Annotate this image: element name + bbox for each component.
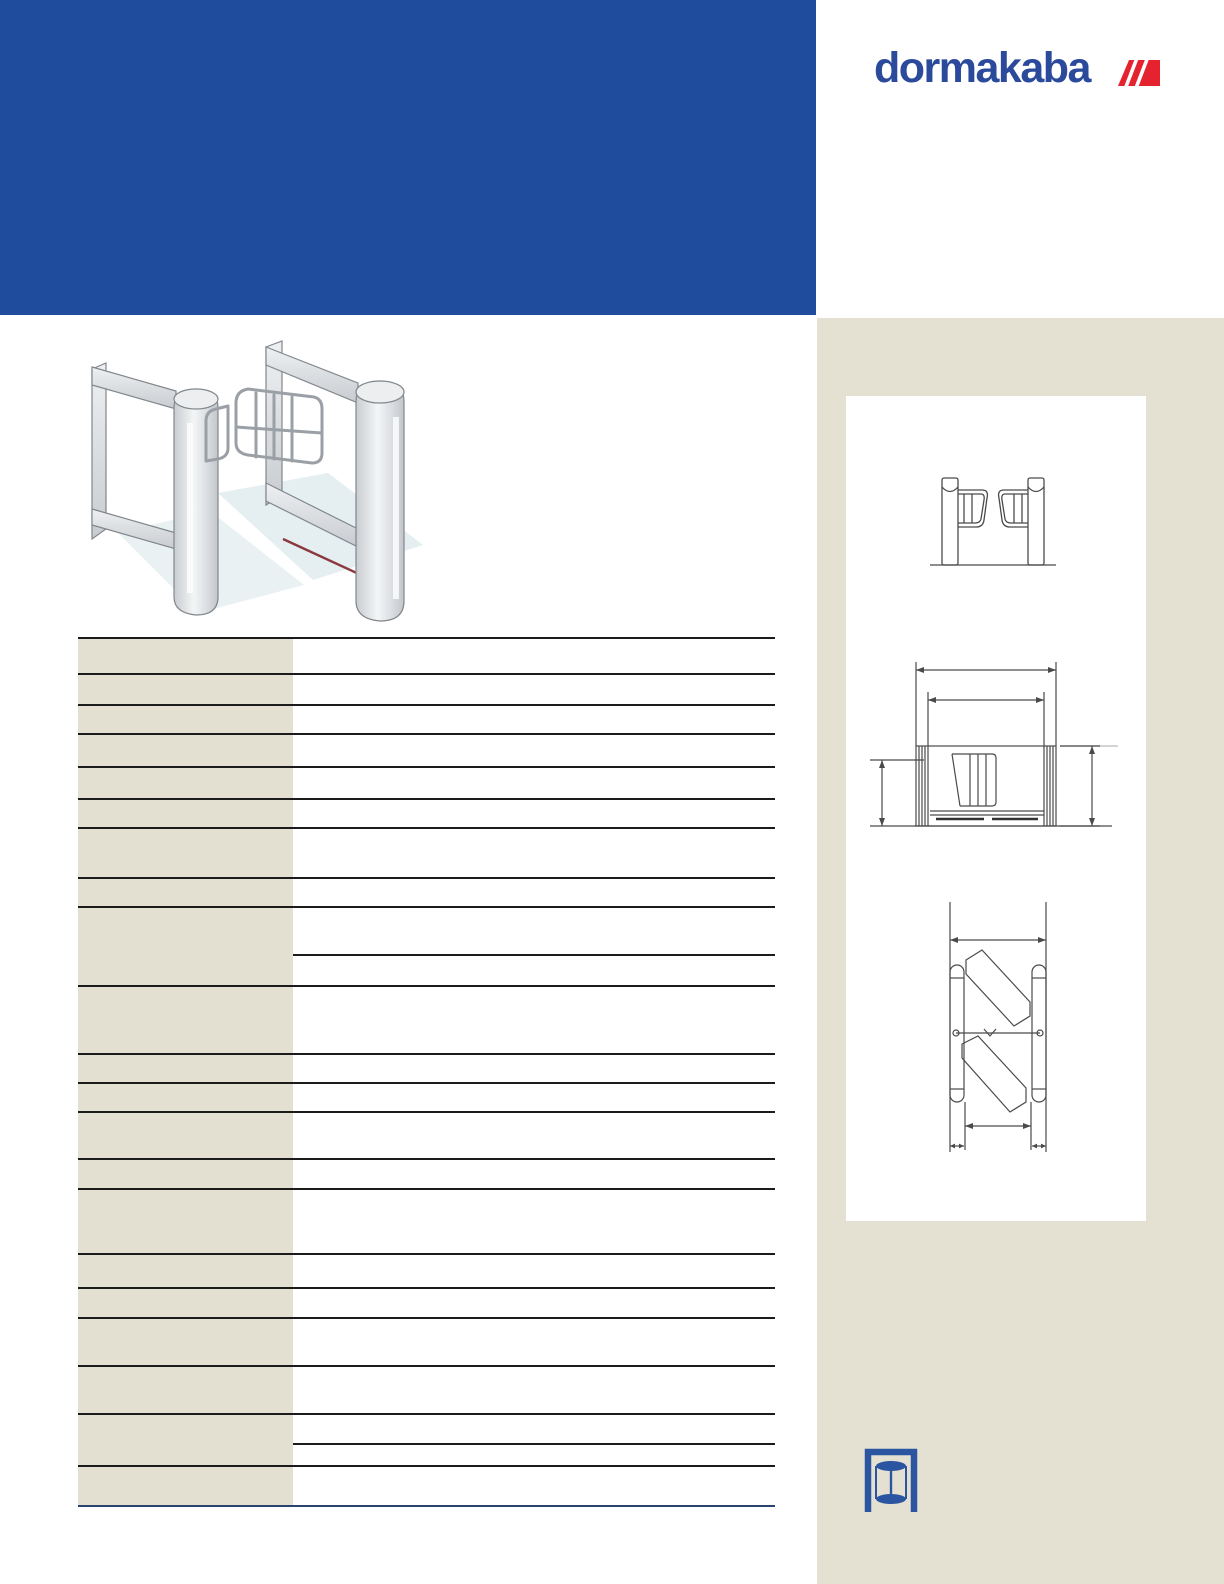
- spec-label-cell: [78, 1319, 293, 1365]
- spec-label-cell: [78, 1367, 293, 1413]
- spec-value-cell: [293, 735, 775, 766]
- side-elevation-dimensions-drawing: [866, 658, 1118, 842]
- spec-value-cell: [293, 908, 775, 985]
- table-row: [78, 1055, 775, 1084]
- table-row: [78, 768, 775, 800]
- table-row: [78, 879, 775, 908]
- spec-value-cell: [293, 1367, 775, 1413]
- technical-drawings-panel: [846, 396, 1146, 1221]
- spec-label-cell: [78, 1255, 293, 1287]
- spec-value-cell: [293, 987, 775, 1053]
- brand-logo-text: dormakaba: [874, 44, 1090, 92]
- spec-label-cell: [78, 1113, 293, 1158]
- spec-value-cell: [293, 1467, 775, 1505]
- front-elevation-drawing: [926, 474, 1060, 574]
- spec-label-cell: [78, 768, 293, 798]
- revolving-door-icon: [863, 1446, 919, 1512]
- spec-label-cell: [78, 987, 293, 1053]
- plan-view-drawing: [932, 894, 1064, 1174]
- table-row: [78, 1160, 775, 1190]
- spec-label-cell: [78, 675, 293, 704]
- spec-label-cell: [78, 879, 293, 906]
- table-row: [78, 706, 775, 735]
- spec-label-cell: [78, 1190, 293, 1253]
- table-row: [78, 1084, 775, 1113]
- spec-label-cell: [78, 735, 293, 766]
- spec-value-cell: [293, 1084, 775, 1111]
- spec-label-cell: [78, 1055, 293, 1082]
- table-row: [78, 675, 775, 706]
- spec-value-cell: [293, 706, 775, 733]
- spec-value-cell: [293, 1190, 775, 1253]
- spec-value-cell: [293, 800, 775, 827]
- table-row: [78, 987, 775, 1055]
- table-row: [78, 735, 775, 768]
- table-row: [78, 1255, 775, 1289]
- spec-value-cell: [293, 1415, 775, 1465]
- table-row: [78, 639, 775, 675]
- table-row: [78, 1415, 775, 1467]
- spec-value-cell: [293, 1113, 775, 1158]
- table-row: [78, 800, 775, 829]
- brand-logo-mark-icon: [1116, 58, 1162, 88]
- spec-label-cell: [78, 1467, 293, 1505]
- value-sub-divider: [293, 1443, 775, 1445]
- table-row: [78, 1190, 775, 1255]
- spec-value-cell: [293, 1319, 775, 1365]
- spec-table: [78, 637, 775, 1507]
- spec-value-cell: [293, 829, 775, 877]
- spec-value-cell: [293, 1289, 775, 1317]
- table-row: [78, 1113, 775, 1160]
- spec-label-cell: [78, 1160, 293, 1188]
- table-row: [78, 1289, 775, 1319]
- spec-value-cell: [293, 1160, 775, 1188]
- spec-value-cell: [293, 1055, 775, 1082]
- table-row: [78, 908, 775, 987]
- spec-label-cell: [78, 706, 293, 733]
- spec-label-cell: [78, 908, 293, 985]
- table-row: [78, 1319, 775, 1367]
- header-band: [0, 0, 816, 315]
- spec-label-cell: [78, 1084, 293, 1111]
- spec-value-cell: [293, 675, 775, 704]
- spec-label-cell: [78, 1289, 293, 1317]
- spec-value-cell: [293, 879, 775, 906]
- table-row: [78, 1367, 775, 1415]
- spec-label-cell: [78, 1415, 293, 1465]
- table-row: [78, 829, 775, 879]
- product-render-image: [78, 333, 440, 625]
- spec-value-cell: [293, 639, 775, 673]
- spec-value-cell: [293, 1255, 775, 1287]
- value-sub-divider: [293, 954, 775, 956]
- spec-label-cell: [78, 639, 293, 673]
- table-row: [78, 1467, 775, 1507]
- spec-label-cell: [78, 829, 293, 877]
- spec-label-cell: [78, 800, 293, 827]
- spec-value-cell: [293, 768, 775, 798]
